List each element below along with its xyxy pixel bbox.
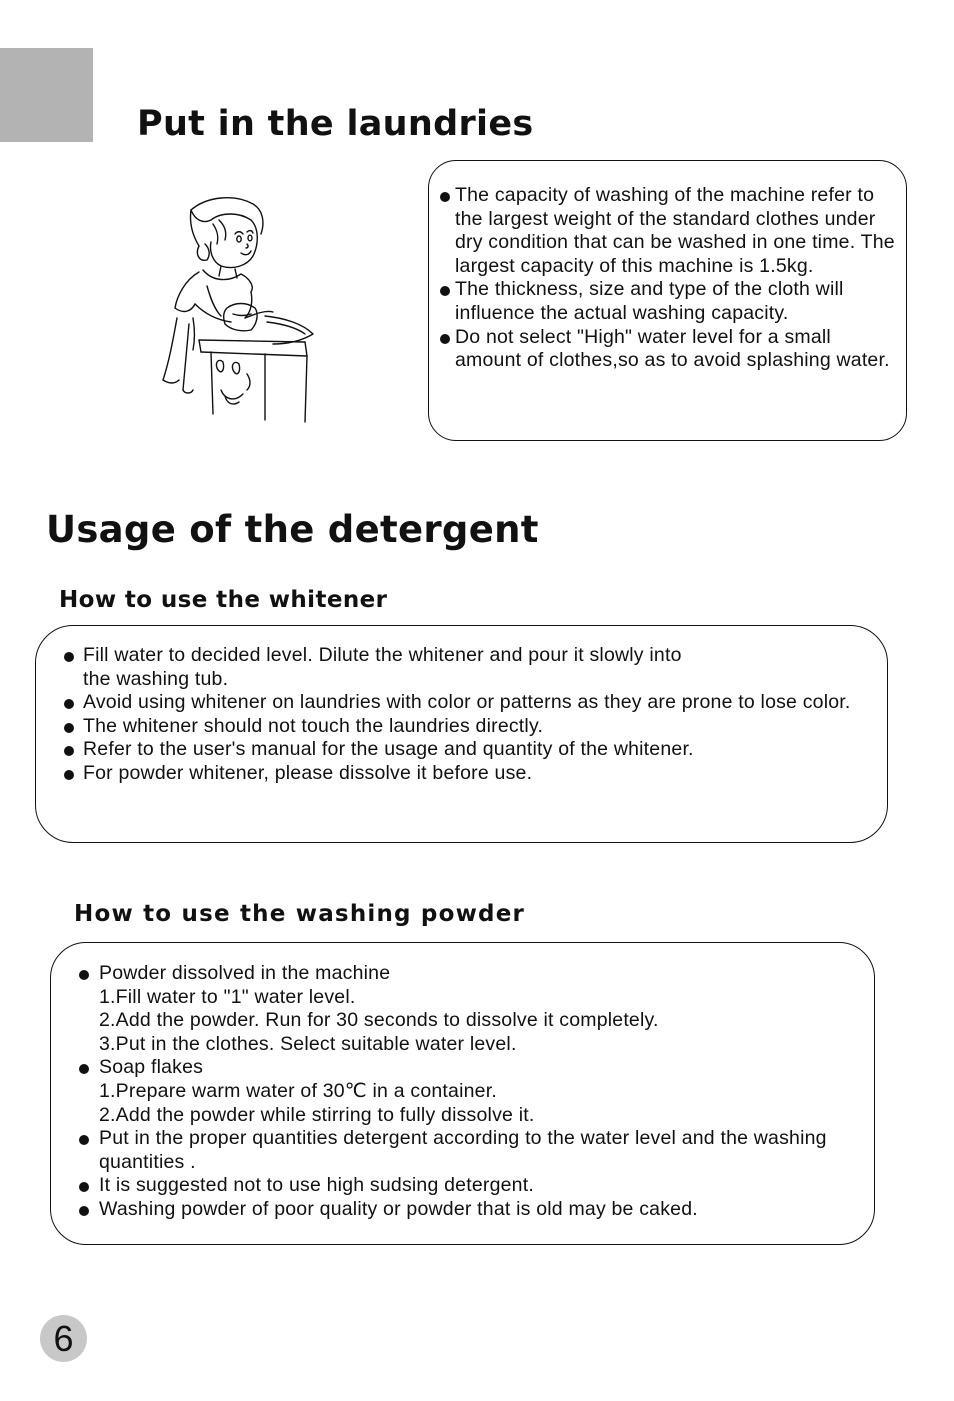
section-title-put-in-laundries: Put in the laundries bbox=[137, 104, 534, 144]
step-list: 1.Prepare warm water of 30℃ in a container. 2.Add the powder while stirring to fully dissolve it. bbox=[99, 1079, 535, 1126]
list-item: Powder dissolved in the machine 1.Fill water to "1" water level. 2.Add the powder. Run for 30 seconds to dissolve it completely. 3.Put in the clothes. Select suitable water level. bbox=[99, 962, 859, 1056]
list-item: The whitener should not touch the laundries directly. bbox=[83, 715, 873, 739]
list-item: Fill water to decided level. Dilute the whitener and pour it slowly into the washing tub. bbox=[83, 644, 873, 691]
list-item: Put in the proper quantities detergent according to the water level and the washing quantities . bbox=[99, 1127, 859, 1174]
list-item: Washing powder of poor quality or powder that is old may be caked. bbox=[99, 1198, 859, 1222]
girl-loading-washing-machine-illustration bbox=[155, 190, 325, 425]
list-item: Do not select "High" water level for a small amount of clothes,so as to avoid splashing water. bbox=[455, 326, 901, 373]
bullet-dot-icon bbox=[79, 970, 89, 980]
list-item: Soap flakes 1.Prepare warm water of 30℃ in a container. 2.Add the powder while stirring to fully dissolve it. bbox=[99, 1056, 859, 1127]
bullet-dot-icon bbox=[64, 770, 74, 780]
list-item: The thickness, size and type of the cloth will influence the actual washing capacity. bbox=[455, 278, 901, 325]
page-number-badge bbox=[40, 1315, 87, 1362]
bullet-dot-icon bbox=[79, 1206, 89, 1216]
bullet-dot-icon bbox=[440, 192, 450, 202]
subheading-washing-powder: How to use the washing powder bbox=[74, 901, 526, 927]
bullet-dot-icon bbox=[64, 723, 74, 733]
list-item: Refer to the user's manual for the usage and quantity of the whitener. bbox=[83, 738, 873, 762]
section-tab-marker bbox=[0, 48, 93, 142]
whitener-instructions bbox=[83, 644, 873, 786]
bullet-dot-icon bbox=[64, 652, 74, 662]
step-list: 1.Fill water to "1" water level. 2.Add the powder. Run for 30 seconds to dissolve it completely. 3.Put in the clothes. Select suitable water level. bbox=[99, 985, 659, 1055]
list-item: For powder whitener, please dissolve it before use. bbox=[83, 762, 873, 786]
bullet-dot-icon bbox=[440, 334, 450, 344]
washing-powder-instructions bbox=[99, 962, 859, 1222]
subheading-whitener: How to use the whitener bbox=[59, 587, 388, 613]
page-number: 6 bbox=[53, 1318, 74, 1359]
list-item: It is suggested not to use high sudsing detergent. bbox=[99, 1174, 859, 1198]
section-title-usage-of-detergent: Usage of the detergent bbox=[46, 508, 539, 551]
list-item: Avoid using whitener on laundries with color or patterns as they are prone to lose color. bbox=[83, 691, 873, 715]
laundry-capacity-notes bbox=[455, 184, 901, 373]
list-item: The capacity of washing of the machine refer to the largest weight of the standard clothes under dry condition that can be washed in one time. The largest capacity of this machine is 1.5kg. bbox=[455, 184, 901, 278]
